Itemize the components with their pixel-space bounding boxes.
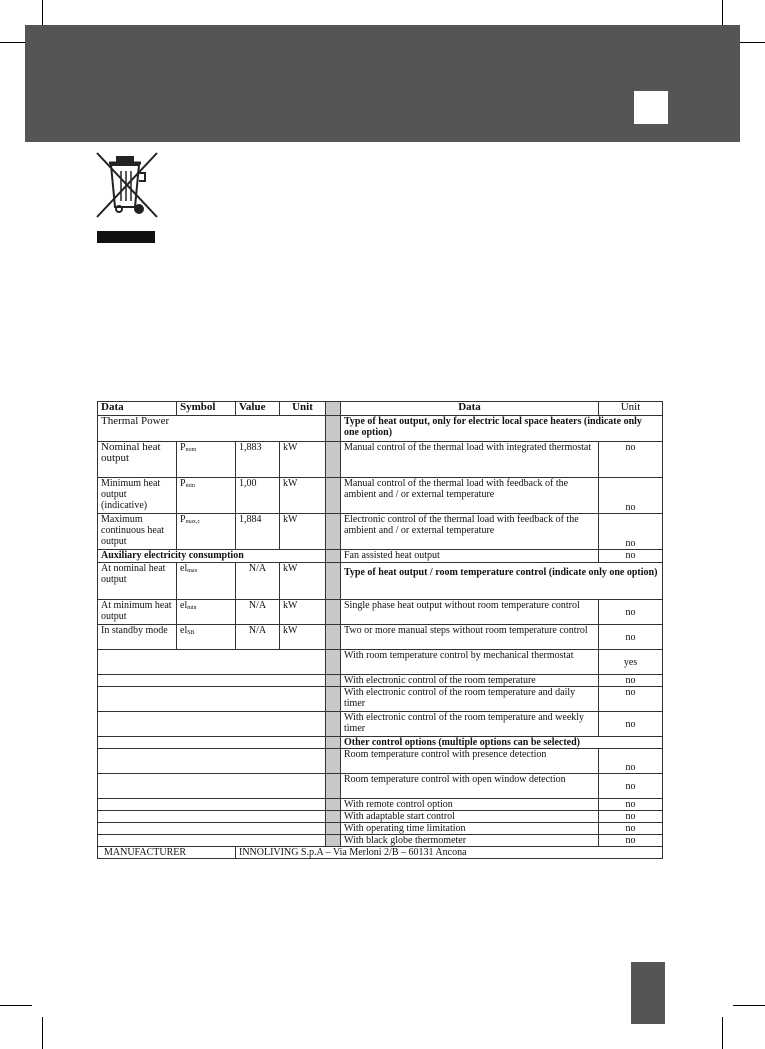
manufacturer-value: INNOLIVING S.p.A – Via Merloni 2/B – 60131 Ancona <box>236 847 663 859</box>
symbol-subscript: SB <box>187 630 195 636</box>
symbol-main: P <box>180 514 186 525</box>
option-label: Room temperature control with presence detection <box>341 749 599 774</box>
nominal-heat-output-label: Nominal heat output <box>98 442 177 478</box>
value-cell: N/A <box>236 625 280 650</box>
option-value: no <box>599 687 663 712</box>
column-separator <box>326 835 341 847</box>
column-separator <box>326 650 341 675</box>
unit-cell: kW <box>280 442 326 478</box>
col-header-data-right: Data <box>341 402 599 416</box>
column-separator <box>326 774 341 799</box>
option-label: With electronic control of the room temperature and daily timer <box>341 687 599 712</box>
column-separator <box>326 442 341 478</box>
col-header-value: Value <box>236 402 280 416</box>
option-value: no <box>599 749 663 774</box>
symbol-main: el <box>180 563 188 574</box>
column-separator <box>326 737 341 749</box>
table-row <box>98 478 663 514</box>
option-label: Room temperature control with open window detection <box>341 774 599 799</box>
weee-crossed-bin-icon <box>95 151 159 245</box>
page-header-band <box>25 25 740 142</box>
option-label: With black globe thermometer <box>341 835 599 847</box>
column-separator <box>326 625 341 650</box>
option-value: no <box>599 442 663 478</box>
col-header-unit-right: Unit <box>599 402 663 416</box>
table-row <box>98 712 663 737</box>
column-separator <box>326 823 341 835</box>
symbol-cell <box>177 625 236 650</box>
option-value: no <box>599 799 663 811</box>
empty-cell <box>98 687 326 712</box>
page-footer-tab <box>631 962 665 1024</box>
option-value: no <box>599 625 663 650</box>
option-value: no <box>599 478 663 514</box>
table-row <box>98 799 663 811</box>
table-header-row <box>98 402 663 416</box>
empty-cell <box>98 737 326 749</box>
aux-row-label: At minimum heat output <box>98 600 177 625</box>
symbol-main: el <box>180 625 188 636</box>
option-value: no <box>599 514 663 550</box>
table-row <box>98 749 663 774</box>
column-separator <box>326 600 341 625</box>
option-value: no <box>599 712 663 737</box>
value-cell: 1,883 <box>236 442 280 478</box>
crop-mark <box>722 1017 723 1049</box>
column-separator <box>326 687 341 712</box>
symbol-subscript: max <box>187 568 198 574</box>
symbol-cell <box>177 514 236 550</box>
option-label: Single phase heat output without room temperature control <box>341 600 599 625</box>
option-label: With room temperature control by mechanical thermostat <box>341 650 599 675</box>
table-row <box>98 416 663 442</box>
option-label: Manual control of the thermal load with feedback of the ambient and / or external temperature <box>341 478 599 514</box>
option-label: With electronic control of the room temperature <box>341 675 599 687</box>
column-separator <box>326 749 341 774</box>
unit-cell: kW <box>280 563 326 600</box>
auxiliary-consumption-heading: Auxiliary electricity consumption <box>98 550 326 563</box>
empty-cell <box>98 749 326 774</box>
table-row <box>98 737 663 749</box>
table-row <box>98 774 663 799</box>
symbol-main: P <box>180 478 186 489</box>
option-label: Fan assisted heat output <box>341 550 599 563</box>
symbol-cell <box>177 563 236 600</box>
column-separator <box>326 514 341 550</box>
value-cell: N/A <box>236 563 280 600</box>
heat-output-type-heading: Type of heat output, only for electric local space heaters (indicate only one option) <box>341 416 663 442</box>
table-row <box>98 823 663 835</box>
symbol-subscript: min <box>185 483 195 489</box>
table-row <box>98 687 663 712</box>
column-separator <box>326 712 341 737</box>
option-label: Manual control of the thermal load with integrated thermostat <box>341 442 599 478</box>
minimum-heat-output-label: Minimum heat output (indicative) <box>98 478 177 514</box>
ecodesign-spec-table <box>97 401 663 859</box>
unit-cell: kW <box>280 600 326 625</box>
option-label: With electronic control of the room temperature and weekly timer <box>341 712 599 737</box>
column-separator <box>326 416 341 442</box>
empty-cell <box>98 823 326 835</box>
col-header-symbol: Symbol <box>177 402 236 416</box>
crop-mark <box>42 1017 43 1049</box>
symbol-subscript: max,c <box>185 519 201 525</box>
col-header-unit: Unit <box>280 402 326 416</box>
column-separator <box>326 675 341 687</box>
option-value: yes <box>599 650 663 675</box>
value-cell: N/A <box>236 600 280 625</box>
crop-mark <box>733 1005 765 1006</box>
column-separator <box>326 550 341 563</box>
column-separator <box>326 799 341 811</box>
empty-cell <box>98 774 326 799</box>
option-value: no <box>599 835 663 847</box>
option-value: no <box>599 774 663 799</box>
table-row <box>98 675 663 687</box>
empty-cell <box>98 712 326 737</box>
aux-row-label: At nominal heat output <box>98 563 177 600</box>
value-cell: 1,00 <box>236 478 280 514</box>
table-row <box>98 442 663 478</box>
maximum-heat-output-label: Maximum continuous heat output <box>98 514 177 550</box>
manufacturer-label: MANUFACTURER <box>98 847 236 859</box>
column-separator <box>326 478 341 514</box>
option-value: no <box>599 811 663 823</box>
table-row <box>98 625 663 650</box>
aux-row-label: In standby mode <box>98 625 177 650</box>
table-row <box>98 550 663 563</box>
option-value: no <box>599 550 663 563</box>
empty-cell <box>98 675 326 687</box>
language-indicator-box <box>634 91 668 124</box>
symbol-subscript: min <box>187 605 197 611</box>
table-row <box>98 835 663 847</box>
other-control-options-heading: Other control options (multiple options can be selected) <box>341 737 663 749</box>
value-cell: 1,884 <box>236 514 280 550</box>
empty-cell <box>98 835 326 847</box>
table-row <box>98 600 663 625</box>
empty-cell <box>98 799 326 811</box>
column-separator <box>326 811 341 823</box>
empty-cell <box>98 811 326 823</box>
thermal-power-heading: Thermal Power <box>98 416 326 442</box>
table-row <box>98 563 663 600</box>
table-row <box>98 811 663 823</box>
table-row <box>98 514 663 550</box>
option-label: Two or more manual steps without room temperature control <box>341 625 599 650</box>
option-label: Electronic control of the thermal load with feedback of the ambient and / or external temperature <box>341 514 599 550</box>
unit-cell: kW <box>280 514 326 550</box>
column-separator <box>326 402 341 416</box>
symbol-main: el <box>180 600 188 611</box>
option-label: With remote control option <box>341 799 599 811</box>
room-temperature-control-heading: Type of heat output / room temperature control (indicate only one option) <box>341 563 663 600</box>
column-separator <box>326 563 341 600</box>
symbol-cell <box>177 478 236 514</box>
symbol-subscript: nom <box>185 447 197 453</box>
manufacturer-row <box>98 847 663 859</box>
crop-mark <box>0 1005 32 1006</box>
empty-cell <box>98 650 326 675</box>
option-value: no <box>599 823 663 835</box>
symbol-cell <box>177 600 236 625</box>
symbol-cell <box>177 442 236 478</box>
symbol-main: P <box>180 442 186 453</box>
table-row <box>98 650 663 675</box>
col-header-data: Data <box>98 402 177 416</box>
option-value: no <box>599 675 663 687</box>
option-value: no <box>599 600 663 625</box>
option-label: With adaptable start control <box>341 811 599 823</box>
unit-cell: kW <box>280 625 326 650</box>
option-label: With operating time limitation <box>341 823 599 835</box>
unit-cell: kW <box>280 478 326 514</box>
